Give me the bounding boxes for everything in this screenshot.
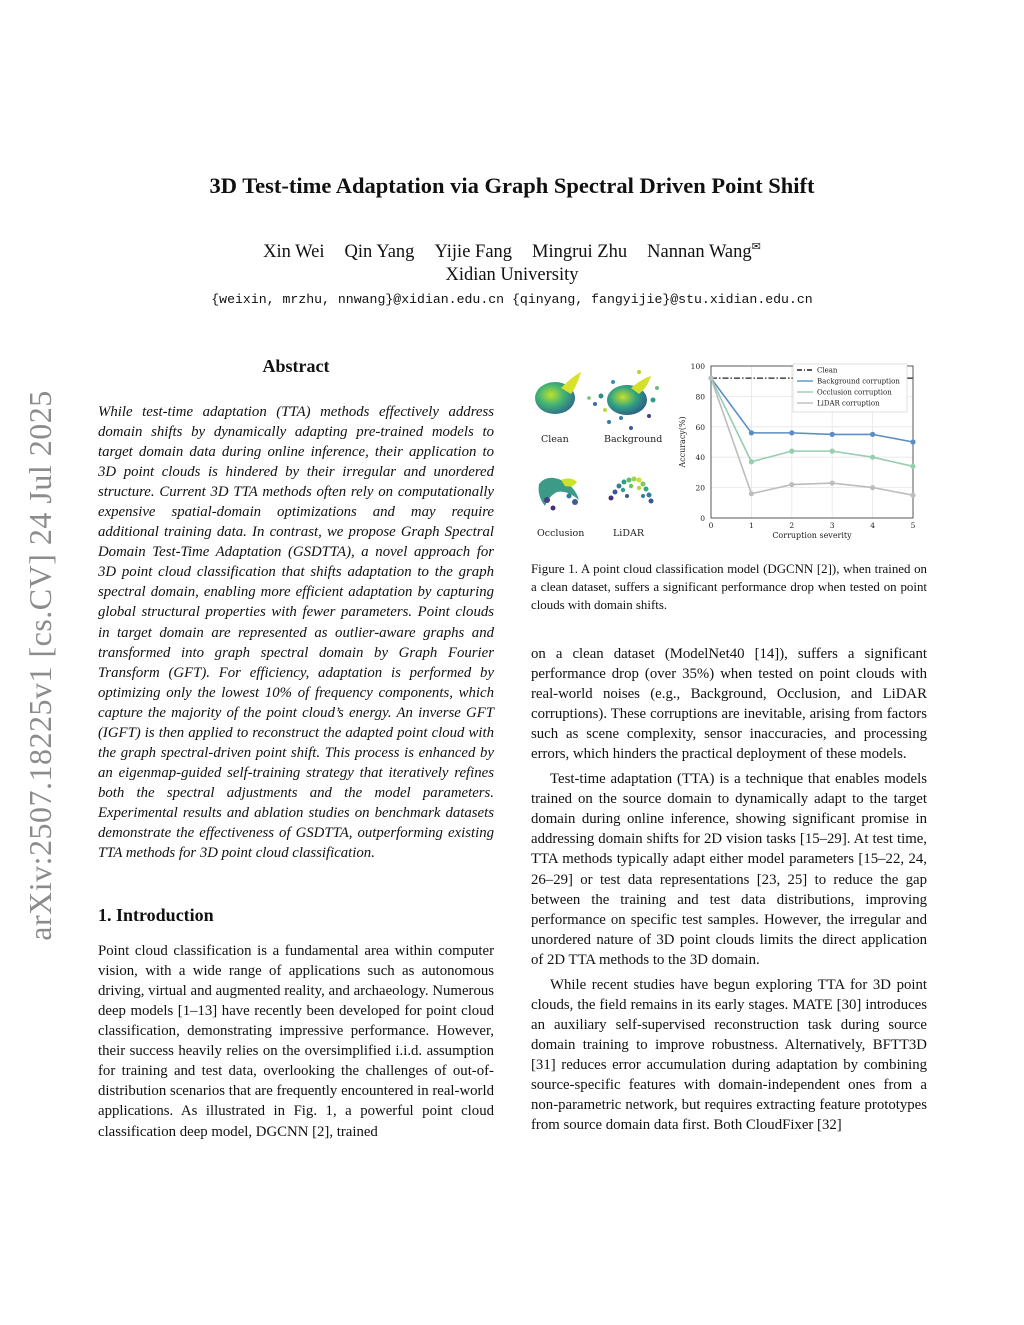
x-tick-label: 0 [708,521,714,530]
data-point [910,464,915,469]
data-point [830,432,835,437]
y-axis-label: Accuracy(%) [678,416,687,468]
lidar-point-cloud [609,477,654,504]
abstract-heading: Abstract [262,356,330,376]
author: Yijie Fang [434,242,513,263]
abstract-text: While test-time adaptation (TTA) methods effectively address domain shifts by dynamically adapting pre-trained models to target domain data during online inference, their application to 3D point clouds is hindered by their irregular and unordered structure. Current 3D TTA methods often rely on computationally expensive spatial-domain optimizations and may require additional training data. In contrast, we propose Graph Spectral Domain Test-Time Adaptation (GSDTTA), a novel approach for 3D point cloud classification that shifts adaptation to the graph spectral domain, enabling more efficient adaptation by capturing global structural properties with fewer parameters. Point clouds in target domain are represented as outlier-aware graphs and transformed into graph spectral domain by Graph Fourier Transform (GFT). For efficiency, adaptation is performed by optimizing only the lowest 10% of frequency components, which capture the majority of the point cloud’s energy. An inverse GFT (IGFT) is then applied to reconstruct the adapted point cloud with the graph spectral-driven point shift. This process is enhanced by an eigenmap-guided self-training strategy that iteratively refines both the spectral adjustments and the model parameters. Experimental results and ablation studies on benchmark datasets demonstrate the effectiveness of GSDTTA, outperforming existing TTA methods for 3D point cloud classification. [98,404,494,862]
legend-entry: Clean [817,366,838,375]
arxiv-identifier: arXiv:2507.18225v1 [cs.CV] 24 Jul 2025 [21,389,58,941]
x-tick-label: 4 [870,521,875,530]
paper-title: 3D Test-time Adaptation via Graph Spectral Driven Point Shift [209,173,815,198]
figure-caption: Figure 1. A point cloud classification model (DGCNN [2]), when trained on a clean dataset, suffers a significant performance drop when tested on point clouds with domain shifts. [531,562,927,612]
y-tick-label: 40 [695,453,705,463]
legend-entry: Occlusion corruption [817,388,892,397]
data-point [830,449,835,454]
legend-entry: LiDAR corruption [817,399,880,408]
left-column [98,356,494,1142]
data-point [749,491,754,496]
data-point [708,376,713,381]
thumb-label-background: Background [604,434,663,445]
x-tick-label: 3 [829,521,835,530]
data-point [789,482,794,487]
thumb-label-lidar: LiDAR [613,528,644,539]
data-point [749,459,754,464]
x-tick-label: 2 [789,521,795,530]
section-heading-introduction: 1. Introduction [98,905,214,926]
data-point [749,430,754,435]
author-emails: {weixin, mrzhu, nnwang}@xidian.edu.cn {qinyang, fangyijie}@stu.xidian.edu.cn [211,292,813,307]
y-tick-label: 0 [700,514,705,523]
y-tick-label: 100 [690,362,705,371]
mail-icon: ✉ [751,241,761,253]
figure-1 [531,358,927,548]
x-tick-label: 1 [749,521,754,530]
occlusion-point-cloud [539,478,579,511]
intro-paragraph-1: Point cloud classification is a fundamental area within computer vision, with a wide range of applications such as autonomous driving, virtual and augmented reality, and archaeology. Numerous deep models [1–13] have recently been developed for point cloud classification, demonstrating impressive performance. However, their success heavily relies on the oversimplified i.i.d. assumption for training and test data, overlooking the challenges of out-of-distribution scenarios that are frequently encountered in real-world applications. As illustrated in Fig. 1, a powerful point cloud classification deep model, DGCNN [2], trained [98,943,494,1140]
thumb-label-occlusion: Occlusion [537,528,585,539]
intro-paragraph-2: Test-time adaptation (TTA) is a technique that enables models trained on the source domain to dynamically adapt to the target domain during online inference, showing significant promise in addressing domain shifts for 2D vision tasks [15–29]. At test time, TTA methods typically adapt either model parameters [15–22, 24, 26–29] or test data representations [23, 25] to reduce the gap between the training and test data distributions, improving performance on specific test samples. However, the irregular and unordered nature of 3D point clouds limits the direct application of 2D TTA methods to the 3D domain. [531,771,927,968]
background-point-cloud [587,370,659,430]
y-tick-label: 80 [695,392,705,402]
author-list [0,240,1024,263]
data-point [870,432,875,437]
intro-paragraph-3: While recent studies have begun exploring TTA for 3D point clouds, the field remains in its early stages. MATE [30] introduces an auxiliary self-supervised reconstruction task during source domain training to improve robustness. Alternatively, BFTT3D [31] reduces error accumulation during adaptation by combining source-specific features with domain-independent ones from a non-parametric network, but requires extracting feature prototypes from source domain data first. Both CloudFixer [32] [531,976,927,1134]
thumb-label-clean: Clean [541,434,569,445]
y-tick-label: 20 [695,483,705,493]
data-point [910,439,915,444]
data-point [830,480,835,485]
author: Mingrui Zhu [532,242,628,263]
data-point [789,430,794,435]
clean-point-cloud [535,372,581,414]
data-point [870,455,875,460]
affiliation: Xidian University [445,265,579,285]
author: Nannan Wang✉ [647,241,761,263]
author: Qin Yang [344,242,415,263]
x-axis-label: Corruption severity [772,531,852,540]
data-point [870,485,875,490]
accuracy-chart [677,358,927,548]
author: Xin Wei [263,242,325,263]
intro-paragraph-1-continued: on a clean dataset (ModelNet40 [14]), suffers a significant performance drop (over 35%) when tested on point clouds with real-world noises (e.g., Background, Occlusion, and LiDAR corruptions). These corruptions are inevitable, arising from factors such as scene complexity, sensor inaccuracies, and processing errors, which hinders the practical deployment of these models. [531,646,927,763]
data-point [910,493,915,498]
y-tick-label: 60 [695,422,705,432]
right-column [531,644,927,1135]
data-point [789,449,794,454]
legend-entry: Background corruption [817,377,900,386]
x-tick-label: 5 [910,521,916,530]
